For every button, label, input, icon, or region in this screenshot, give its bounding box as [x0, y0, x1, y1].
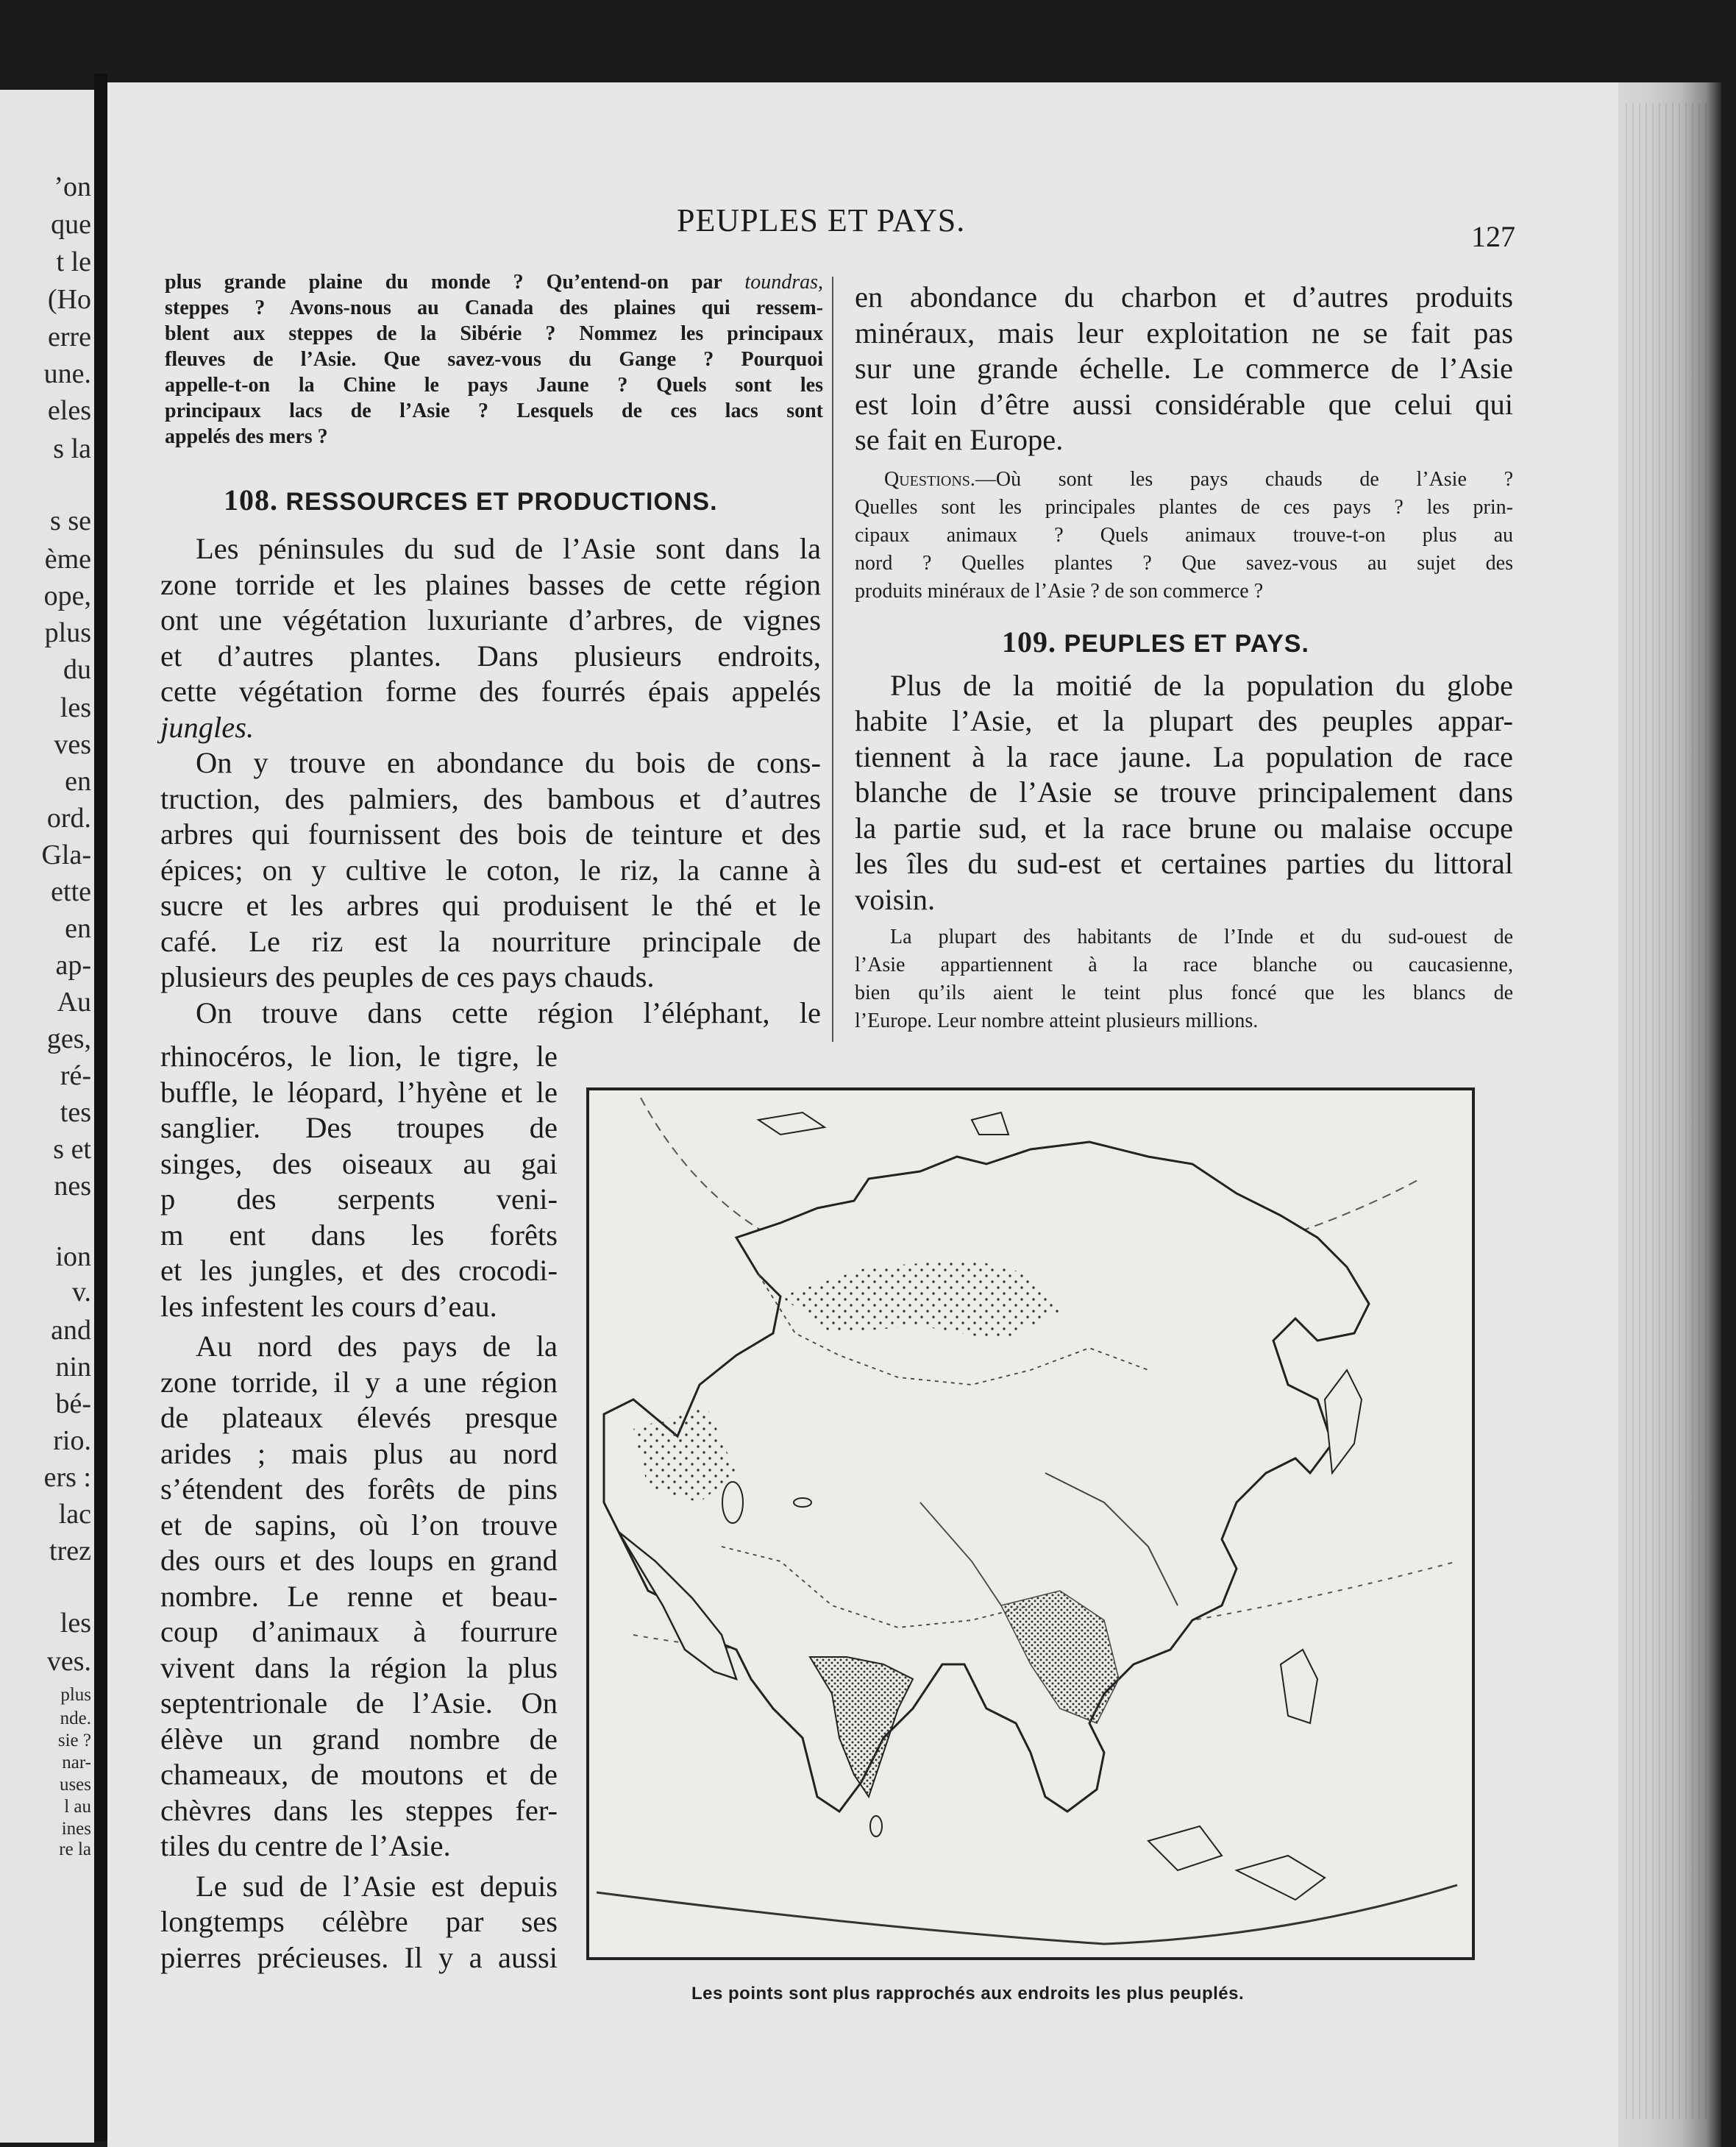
- note-line: bien qu’ils aient le teint plus foncé que les blancs de: [855, 982, 1513, 1004]
- paragraph-line: s’étendent des forêts de pins: [160, 1472, 558, 1505]
- left-page-fragment: s se: [50, 505, 91, 536]
- question-line: nord ? Quelles plantes ? Que savez-vous au sujet des: [855, 551, 1513, 575]
- paragraph-line: épices; on y cultive le coton, le riz, la canne à: [160, 853, 821, 887]
- question-line: plus grande plaine du monde ? Qu’entend-on par: [165, 271, 722, 294]
- paragraph-line: buffle, le léopard, l’hyène et le: [160, 1075, 558, 1109]
- question-line: —Où sont les pays chauds de l’Asie ?: [975, 467, 1513, 491]
- left-page-fragment: uses: [59, 1775, 91, 1795]
- paragraph-line: pierres précieuses. Il y a aussi: [160, 1940, 558, 1974]
- paragraph-line: et d’autres plantes. Dans plusieurs endroits,: [160, 639, 821, 673]
- left-page-fragment: (Ho: [47, 284, 91, 315]
- paragraph-line: septentrionale de l’Asie. On: [160, 1686, 558, 1720]
- paragraph-line: et de sapins, où l’on trouve: [160, 1508, 558, 1541]
- left-page-fragment: tes: [60, 1097, 91, 1128]
- left-page-fragment: en: [65, 913, 91, 944]
- paragraph-line: Au nord des pays de la: [196, 1330, 558, 1363]
- left-page-fragment: ord.: [46, 803, 91, 834]
- left-page-fragment: ers :: [43, 1462, 91, 1493]
- left-page-fragment: ème: [44, 544, 91, 575]
- section-108-body-narrow: [160, 1039, 558, 1976]
- paragraph-line: arbres qui fournissent des bois de teinture et des: [160, 817, 821, 851]
- section-108-heading: [224, 483, 718, 517]
- left-page-fragment: s la: [53, 433, 91, 464]
- note-line: l’Europe. Leur nombre atteint plusieurs millions.: [855, 1009, 1259, 1032]
- italic-term: jungles.: [160, 710, 255, 744]
- left-page-fragment: nar-: [62, 1753, 91, 1772]
- left-page-fragment: bé-: [55, 1388, 91, 1419]
- section-108-body: [160, 531, 821, 1031]
- paragraph-line: singes, des oiseaux au gai: [160, 1146, 558, 1180]
- questions-block: [855, 466, 1513, 606]
- question-line: principaux lacs de l’Asie ? Lesquels de ces lacs sont: [165, 400, 823, 422]
- left-page-fragment: nes: [54, 1171, 91, 1202]
- paragraph-line: tiennent à la race jaune. La population de race: [855, 739, 1513, 773]
- paragraph-line: longtemps célèbre par ses: [160, 1905, 558, 1938]
- paragraph-line: sur une grande échelle. Le commerce de l’Asie: [855, 352, 1513, 385]
- question-italic-term: toundras,: [744, 271, 823, 294]
- section-109-heading: [1002, 625, 1513, 659]
- page-number: 127: [1471, 220, 1515, 253]
- left-page-fragment: nin: [55, 1352, 91, 1383]
- paragraph-line: habite l’Asie, et la plupart des peuples appar-: [855, 704, 1513, 737]
- left-page-fragment: Au: [57, 987, 91, 1018]
- paragraph-line: Plus de la moitié de la population du globe: [890, 668, 1513, 702]
- paragraph-line: sucre et les arbres qui produisent le thé et le: [160, 889, 821, 922]
- question-line: Quelles sont les principales plantes de ces pays ? les prin-: [855, 495, 1513, 519]
- paragraph-line: cette végétation forme des fourrés épais appelés: [160, 675, 821, 708]
- paragraph-line: ont une végétation luxuriante d’arbres, de vignes: [160, 603, 821, 636]
- paragraph-line: chameaux, de moutons et de: [160, 1758, 558, 1791]
- left-page-fragment: ’on: [54, 171, 91, 202]
- left-page-fragment: ges,: [46, 1023, 91, 1054]
- paragraph-line: arides ; mais plus au nord: [160, 1436, 558, 1470]
- question-line: appelés des mers ?: [165, 425, 328, 448]
- left-page-fragment: re la: [59, 1839, 91, 1859]
- paragraph-line: m ent dans les forêts: [160, 1218, 558, 1252]
- question-line: fleuves de l’Asie. Que savez-vous du Gange ? Pourquoi: [165, 348, 823, 371]
- left-page-fragment: eles: [47, 395, 91, 426]
- page-stack-lines: [1626, 103, 1707, 2119]
- paragraph-line: en abondance du charbon et d’autres produits: [855, 280, 1513, 313]
- paragraph-line: voisin.: [855, 882, 936, 916]
- paragraph-line: coup d’animaux à fourrure: [160, 1615, 558, 1648]
- left-page-fragment: ope,: [43, 581, 91, 611]
- left-page-fragment: and: [51, 1315, 91, 1346]
- paragraph-line: les îles du sud-est et certaines parties du littoral: [855, 847, 1513, 880]
- running-title: PEUPLES ET PAYS.: [677, 202, 966, 238]
- left-page-fragment: t le: [56, 246, 91, 277]
- left-page-fragment: une.: [43, 358, 91, 389]
- left-page-fragment: Gla-: [41, 840, 91, 870]
- left-page-fragment: ette: [51, 876, 91, 907]
- left-page-fragment: sie ?: [57, 1731, 91, 1750]
- question-line: cipaux animaux ? Quels animaux trouve-t-on plus au: [855, 523, 1513, 547]
- paragraph-line: et les jungles, et des crocodi-: [160, 1254, 558, 1287]
- paragraph-line: nombre. Le renne et beau-: [160, 1579, 558, 1613]
- section-title: RESSOURCES ET PRODUCTIONS.: [285, 488, 718, 516]
- paragraph-line: est loin d’être aussi considérable que celui qui: [855, 387, 1513, 421]
- left-page-fragment: lac: [58, 1499, 91, 1530]
- paragraph-line: tiles du centre de l’Asie.: [160, 1829, 451, 1862]
- paragraph-line: des ours et des loups en grand: [160, 1544, 558, 1577]
- left-page-fragment: plus: [60, 1685, 91, 1705]
- left-page-fragment: ves: [54, 729, 91, 760]
- paragraph-line: blanche de l’Asie se trouve principalement dans: [855, 776, 1513, 809]
- right-column: [855, 280, 1513, 1035]
- paragraph-line: minéraux, mais leur exploitation ne se fait pas: [855, 316, 1513, 349]
- map-drawing: [589, 1090, 1472, 1957]
- section-number: 109.: [1002, 625, 1056, 659]
- left-page-fragment: l au: [64, 1797, 91, 1817]
- paragraph-line: café. Le riz est la nourriture principale de: [160, 924, 821, 958]
- question-line: produits minéraux de l’Asie ? de son commerce ?: [855, 579, 1264, 603]
- questions-top: [165, 269, 823, 450]
- left-page-edge: [0, 90, 94, 2143]
- column-rule: [832, 277, 833, 1042]
- left-page-fragment: trez: [49, 1536, 91, 1566]
- left-page-fragment: ion: [55, 1241, 91, 1272]
- left-page-fragment: ves.: [46, 1646, 91, 1677]
- note-line: La plupart des habitants de l’Inde et du sud-ouest de: [890, 926, 1513, 948]
- left-page-fragment: s et: [53, 1134, 91, 1165]
- paragraph-line: la partie sud, et la race brune ou malaise occupe: [855, 811, 1513, 845]
- paragraph-line: On y trouve en abondance du bois de cons-: [196, 746, 821, 779]
- paragraph-line: sanglier. Des troupes de: [160, 1111, 558, 1144]
- left-page-fragment: que: [51, 209, 91, 240]
- left-page-fragment: erre: [47, 322, 91, 352]
- paragraph-line: Les péninsules du sud de l’Asie sont dans la: [196, 532, 821, 565]
- paragraph-line: truction, des palmiers, des bambous et d’autres: [160, 781, 821, 815]
- paragraph-line: se fait en Europe.: [855, 423, 1064, 456]
- left-page-fragment: plus: [44, 617, 91, 648]
- paragraph-line: les infestent les cours d’eau.: [160, 1289, 497, 1323]
- paragraph-line: Le sud de l’Asie est depuis: [196, 1869, 558, 1903]
- paragraph-line: zone torride, il y a une région: [160, 1365, 558, 1399]
- left-page-fragment: ap-: [55, 950, 91, 981]
- paragraph-line: élève un grand nombre de: [160, 1722, 558, 1756]
- paragraph-line: p des serpents veni-: [160, 1182, 558, 1216]
- left-page-fragment: rio.: [53, 1425, 91, 1456]
- note-line: l’Asie appartiennent à la race blanche ou caucasienne,: [855, 954, 1513, 976]
- section-number: 108.: [224, 483, 278, 517]
- paragraph-line: On trouve dans cette région l’éléphant, le: [196, 996, 821, 1029]
- left-page-fragment: ré-: [60, 1060, 91, 1091]
- section-title: PEUPLES ET PAYS.: [1064, 629, 1309, 658]
- left-page-fragment: v.: [71, 1277, 91, 1307]
- left-page-fragment: en: [65, 766, 91, 797]
- paragraph-line: plusieurs des peuples de ces pays chauds.: [160, 960, 655, 993]
- book-gutter: [94, 74, 107, 2141]
- question-line: steppes ? Avons-nous au Canada des plaines qui ressem-: [165, 297, 823, 319]
- questions-label: Questions.: [884, 467, 975, 491]
- paragraph-line: chèvres dans les steppes fer-: [160, 1793, 558, 1827]
- left-page-fragment: nde.: [60, 1708, 91, 1728]
- left-page-fragment: les: [60, 1608, 91, 1639]
- asia-population-map: [586, 1087, 1475, 1960]
- question-line: blent aux steppes de la Sibérie ? Nommez les principaux: [165, 322, 823, 345]
- map-caption: Les points sont plus rapprochés aux endroits les plus peuplés.: [691, 1984, 1245, 2004]
- paragraph-line: de plateaux élevés presque: [160, 1401, 558, 1434]
- left-page-fragment: ines: [61, 1819, 91, 1839]
- paragraph-line: vivent dans la région la plus: [160, 1650, 558, 1684]
- left-page-fragment: les: [60, 692, 91, 723]
- paragraph-line: zone torride et les plaines basses de cette région: [160, 567, 821, 601]
- paragraph-line: rhinocéros, le lion, le tigre, le: [160, 1040, 558, 1073]
- left-page-fragment: du: [63, 654, 91, 685]
- question-line: appelle-t-on la Chine le pays Jaune ? Quels sont les: [165, 374, 823, 397]
